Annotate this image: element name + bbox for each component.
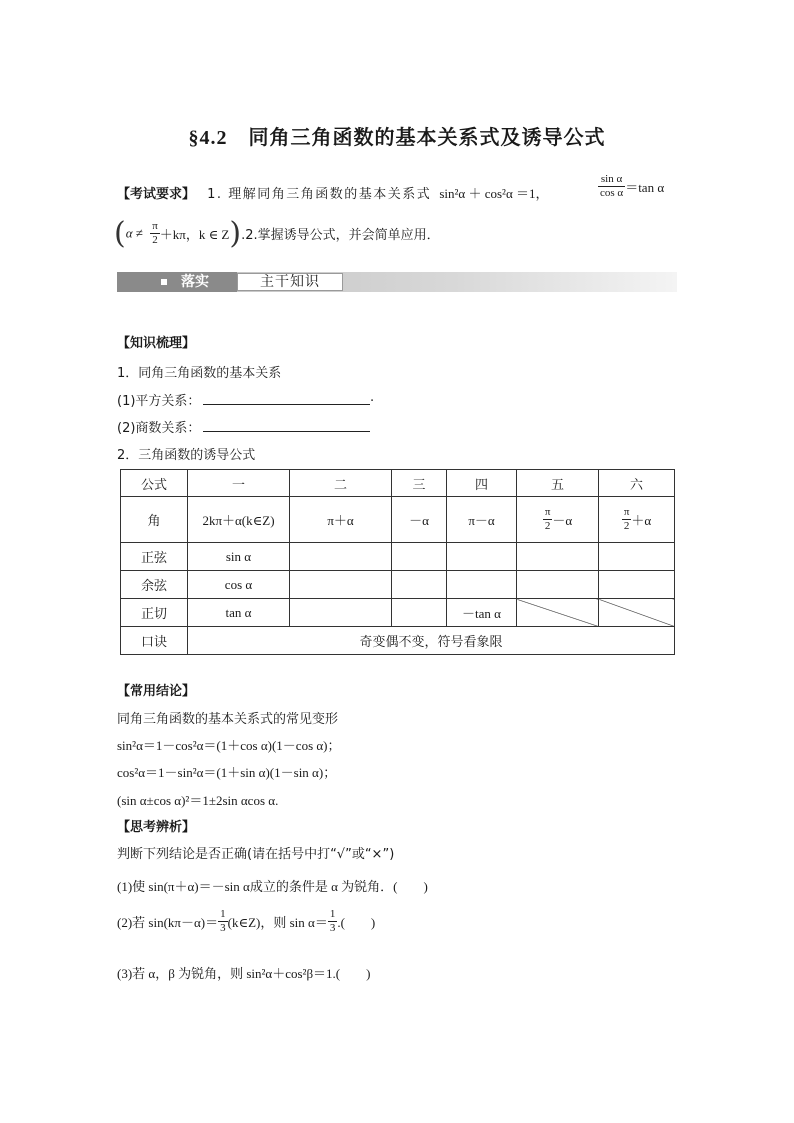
angle-cell: π＋α bbox=[290, 497, 392, 543]
value-cell: －tan α bbox=[447, 599, 517, 627]
table-row bbox=[121, 543, 675, 571]
angle-cell: 2kπ＋α(k∈Z) bbox=[188, 497, 290, 543]
identity-sum-squares: sin²α ＋ cos²α ＝1， bbox=[439, 186, 549, 201]
empty-cell bbox=[290, 599, 392, 627]
angle-cell-6: $\frac{\pi}{2}$ ＋α bbox=[599, 497, 675, 543]
angle-cell: －α bbox=[392, 497, 447, 543]
conclusion-line-3: (sin α±cos α)²＝1±2sin αcos α. bbox=[117, 793, 279, 808]
angle-cell: π－α bbox=[447, 497, 517, 543]
thinking-prompt: 判断下列结论是否正确(请在括号中打“√”或“×”) bbox=[117, 847, 395, 862]
empty-cell bbox=[517, 571, 599, 599]
conclusion-line-2: cos²α＝1－sin²α＝(1＋sin α)(1－sin α)； bbox=[117, 765, 337, 780]
knowledge-item-1: 1．同角三角函数的基本关系 bbox=[117, 366, 282, 381]
empty-cell bbox=[392, 571, 447, 599]
table-header-cell: 公式 bbox=[121, 470, 188, 497]
diagonal-slash-cell bbox=[517, 599, 599, 627]
value-cell: tan α bbox=[188, 599, 290, 627]
section-banner bbox=[117, 272, 677, 292]
empty-cell bbox=[599, 571, 675, 599]
conclusions-subtitle: 同角三角函数的基本关系式的常见变形 bbox=[117, 712, 339, 727]
empty-cell bbox=[290, 571, 392, 599]
value-cell bbox=[447, 543, 517, 571]
induction-formula-table bbox=[120, 469, 675, 655]
table-row bbox=[121, 599, 675, 627]
table-header-cell: 五 bbox=[517, 470, 599, 497]
value-cell bbox=[447, 571, 517, 599]
table-header-cell: 四 bbox=[447, 470, 517, 497]
table-header-cell: 一 bbox=[188, 470, 290, 497]
empty-cell bbox=[599, 543, 675, 571]
question-2: (2)若 sin(kπ－α)＝ $\frac{1}{3}$ (k∈Z)，则 sin α＝ $\frac{1}{3}$ .( ) bbox=[117, 908, 376, 934]
question-3: (3)若 α，β 为锐角，则 sin²α＋cos²β＝1.( ) bbox=[117, 966, 371, 981]
angle-cell-5: $\frac{\pi}{2}$ －α bbox=[517, 497, 599, 543]
table-header-row bbox=[121, 470, 675, 497]
pi-over-2-fraction: $\frac{\pi}{2}$ bbox=[152, 220, 158, 246]
row-label: 正切 bbox=[121, 599, 188, 627]
empty-cell bbox=[392, 543, 447, 571]
table-header-cell: 三 bbox=[392, 470, 447, 497]
row-label: 口诀 bbox=[121, 627, 188, 655]
table-mnemonic-row bbox=[121, 627, 675, 655]
empty-cell bbox=[517, 543, 599, 571]
requirement-2-text: .2.掌握诱导公式，并会简单应用． bbox=[241, 228, 440, 243]
question-1: (1)使 sin(π＋α)＝－sin α成立的条件是 α 为锐角．( ) bbox=[117, 879, 428, 894]
angle-row-label: 角 bbox=[121, 497, 188, 543]
empty-cell bbox=[392, 599, 447, 627]
identity-quotient: $\frac{\text{sin α}}{\text{cos α}}$ ＝tan α bbox=[600, 173, 665, 199]
knowledge-item-2: 2．三角函数的诱导公式 bbox=[117, 448, 256, 463]
right-paren: ) bbox=[229, 216, 242, 251]
sin-over-cos-fraction: $\frac{\text{sin α}}{\text{cos α}}$ bbox=[600, 173, 624, 199]
knowledge-heading: 【知识梳理】 bbox=[117, 336, 196, 351]
banner-dark-tab: 落实 bbox=[117, 272, 237, 292]
conclusion-line-1: sin²α＝1－cos²α＝(1＋cos α)(1－cos α)； bbox=[117, 738, 341, 753]
square-relation-end: . bbox=[370, 390, 375, 405]
table-header-cell: 二 bbox=[290, 470, 392, 497]
quotient-relation-blank bbox=[203, 431, 370, 432]
page-title: §4.2 同角三角函数的基本关系式及诱导公式 bbox=[188, 127, 606, 149]
exam-requirements-line1 bbox=[117, 183, 549, 202]
row-label: 余弦 bbox=[121, 571, 188, 599]
mnemonic-cell: 奇变偶不变，符号看象限 bbox=[188, 627, 675, 655]
left-paren: ( bbox=[114, 216, 126, 251]
requirements-label: 【考试要求】 bbox=[117, 187, 196, 202]
diagonal-slash-cell bbox=[599, 599, 675, 627]
thinking-heading: 【思考辨析】 bbox=[117, 820, 196, 835]
square-relation-blank bbox=[203, 404, 370, 405]
table-header-cell: 六 bbox=[599, 470, 675, 497]
banner-light-tab: 主干知识 bbox=[237, 273, 343, 291]
value-cell: sin α bbox=[188, 543, 290, 571]
square-relation-label: (1)平方关系： bbox=[117, 394, 201, 409]
conclusions-heading: 【常用结论】 bbox=[117, 684, 196, 699]
table-angle-row bbox=[121, 497, 675, 543]
value-cell: cos α bbox=[188, 571, 290, 599]
table-row bbox=[121, 571, 675, 599]
requirement-1-text: 1. 理解同角三角函数的基本关系式 bbox=[207, 187, 432, 202]
exam-requirements-line2: (α ≠ $\frac{\pi}{2}$ ＋kπ，k ∈ Z).2.掌握诱导公式，并会简单应用． bbox=[114, 216, 440, 251]
row-label: 正弦 bbox=[121, 543, 188, 571]
quotient-relation-label: (2)商数关系： bbox=[117, 421, 201, 436]
square-bullet-icon bbox=[161, 279, 167, 285]
empty-cell bbox=[290, 543, 392, 571]
